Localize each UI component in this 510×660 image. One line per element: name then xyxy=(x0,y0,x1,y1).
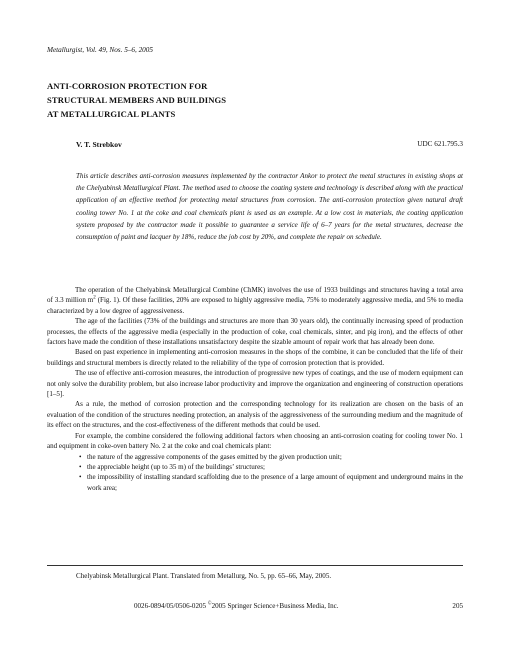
copyright-line: 0026-0894/05/0506-0205 ©2005 Springer Science+Business Media, Inc. xyxy=(134,601,339,610)
footnote-divider xyxy=(47,565,463,566)
article-title xyxy=(47,79,467,121)
bullet-icon: • xyxy=(79,473,82,482)
bullet-icon: • xyxy=(79,452,82,461)
title-line: STRUCTURAL MEMBERS AND BUILDINGS xyxy=(47,95,227,105)
abstract: This article describes anti-corrosion measures implemented by the contractor Ankor to protect the metal structures in existing shops at the Chelyabinsk Metallurgical Plant. The method used to choose the coating system and technology is described along with the practical application of an effective method for protecting metal structures from corrosion. The anti-corrosion protection given natural draft cooling tower No. 1 at the coke and coal chemicals plant is used as an example. At a low cost in materials, the coating application system proposed by the contractor made it possible to guarantee a service life of 6–7 years for the metal structures, decrease the consumption of paint and lacquer by 18%, reduce the job cost by 20%, and complete the repair on schedule. xyxy=(76,172,463,242)
copyright-symbol: © xyxy=(207,601,212,607)
page-footer xyxy=(0,602,510,614)
article-body xyxy=(47,285,463,493)
footnote: Chelyabinsk Metallurgical Plant. Translated from Metallurg, No. 5, pp. 65–66, May, 2005. xyxy=(76,572,332,580)
page-number: 205 xyxy=(452,602,463,610)
title-line: ANTI-CORROSION PROTECTION FOR xyxy=(47,81,208,91)
bullet-icon: • xyxy=(79,462,82,471)
udc-code: UDC 621.795.3 xyxy=(417,140,463,148)
body-paragraph: The age of the facilities (73% of the buildings and structures are more than 30 years old), the continually increasing speed of production processes, the effects of the aggressive media (especially in the production of coke, coal chemicals, sinter, and pig iron), and the effects of other factors have made the condition of these installations unsatisfactory despite the sizable amount of repair work that has already been done. xyxy=(47,317,463,347)
body-paragraph: The operation of the Chelyabinsk Metallurgical Combine (ChMK) involves the use of 1933 buildings and structures having a total area of 3.3 million $m^2$ (Fig. 1). Of these facilities, 20% are exposed to highly aggressive media, 75% to moderately aggressive media, and 5% to media characterized by a low degree of aggressiveness. xyxy=(47,286,463,315)
author-name: V. T. Strebkov xyxy=(76,140,122,149)
title-line: AT METALLURGICAL PLANTS xyxy=(47,109,176,119)
list-item: • the nature of the aggressive components of the gases emitted by the given production unit; xyxy=(79,452,342,461)
body-paragraph: Based on past experience in implementing anti-corrosion measures in the shops of the combine, it can be concluded that the life of their buildings and structural members is directly related to the reliability of the type of corrosion protection that is provided. xyxy=(47,348,463,367)
body-paragraph: The use of effective anti-corrosion measures, the introduction of progressive new types of coatings, and the use of modern equipment can not only solve the durability problem, but also increase labor productivity and improve the organization and engineering of construction operations [1–5]. xyxy=(47,369,463,399)
journal-reference: Metallurgist, Vol. 49, Nos. 5–6, 2005 xyxy=(47,46,153,54)
factor-list xyxy=(47,452,463,494)
superscript: 2 xyxy=(93,296,96,302)
body-paragraph: As a rule, the method of corrosion protection and the corresponding technology for its realization are chosen on the basis of an evaluation of the condition of the structures needing protection, an analysis of the aggressiveness of the surrounding medium and the magnitude of its effect on the structures, and the cost-effectiveness of the different methods that could be used. xyxy=(47,400,463,430)
list-item: • the appreciable height (up to 35 m) of the buildings’ structures; xyxy=(79,462,265,471)
body-paragraph: For example, the combine considered the following additional factors when choosing an anti-corrosion coating for cooling tower No. 1 and equipment in coke-oven battery No. 2 at the coke and coal chemicals plant: xyxy=(47,431,463,451)
list-item: • the impossibility of installing standard scaffolding due to the presence of a large amount of equipment and underground mains in the work area; xyxy=(79,473,463,492)
